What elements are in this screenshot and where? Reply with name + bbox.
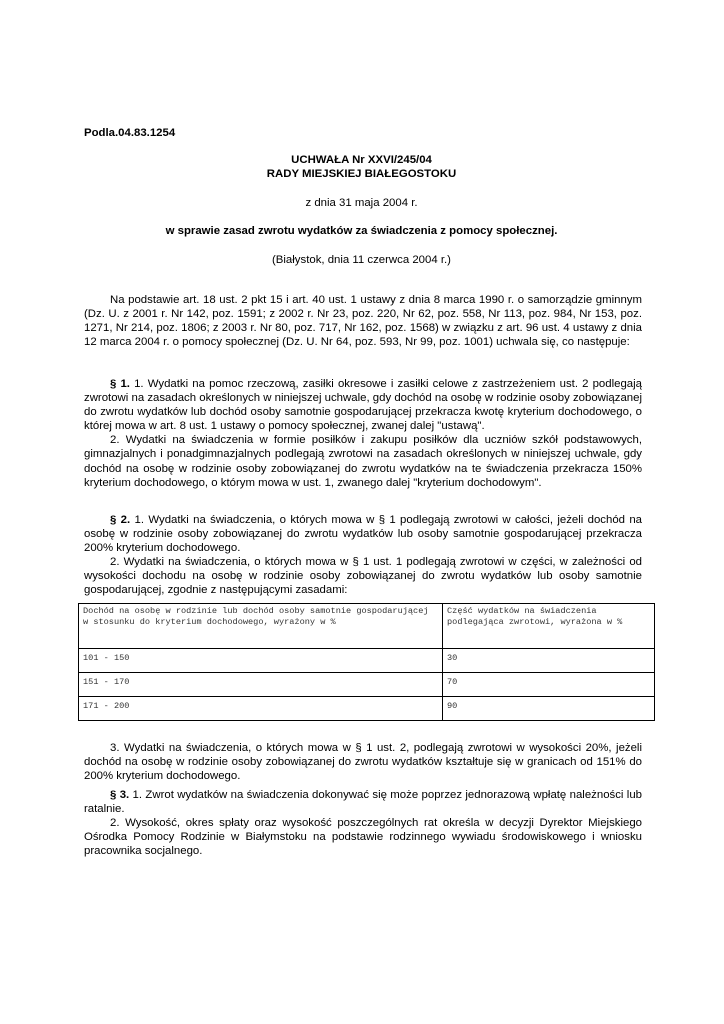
preamble-text: Na podstawie art. 18 ust. 2 pkt 15 i art. 40 ust. 1 ustawy z dnia 8 marca 1990 r. o samorządzie gminnym (Dz. U. z 2001 r. Nr 142, poz. 1591; z 2002 r. Nr 23, poz. 220, Nr 62, poz. 558, Nr 113, poz. 984, Nr 153, poz. 1271, Nr 214, poz. 1806; z 2003 r. Nr 80, poz. 717, Nr 162, poz. 1568) w związku z art. 96 ust. 4 ustawy z dnia 12 marca 2004 r. o pomocy społecznej (Dz. U. Nr 64, poz. 593, Nr 99, poz. 1001) uchwala się, co następuje:	[84, 294, 642, 349]
table-row	[79, 649, 655, 673]
section-2-para-1: 1. Wydatki na świadczenia, o których mowa w § 1 podlegają zwrotowi w całości, jeżeli dochód na osobę w rodzinie osoby zobowiązanej do zwrotu wydatków lub osoby samotnie gospodarującej przekracza 200% kryterium dochodowego.	[84, 514, 643, 555]
table-cell-income: 101 - 150	[79, 649, 443, 673]
section-3	[84, 788, 642, 858]
table-cell-refund: 30	[443, 649, 655, 673]
section-3-label: § 3.	[110, 789, 130, 801]
section-1-para-1: 1. Wydatki na pomoc rzeczową, zasiłki okresowe i zasiłki celowe z zastrzeżeniem ust. 2 podlegają zwrotowi na zasadach określonych w niniejszej uchwale, gdy dochód na osobę w rodzinie osoby zobowiązanej do zwrotu wydatków lub dochód osoby samotnie gospodarującej przekracza kwotę kryterium dochodowego, o której mowa w art. 8 ust. 1 ustawy o pomocy społecznej, zwanej dalej "ustawą".	[84, 378, 642, 433]
preamble	[84, 293, 642, 349]
resolution-date: z dnia 31 maja 2004 r.	[305, 197, 418, 209]
table-cell-income: 171 - 200	[79, 697, 443, 721]
table-header-refund: Część wydatków na świadczenia podlegająca zwrotowi, wyrażona w %	[443, 604, 655, 649]
refund-table	[78, 603, 655, 721]
document-id: Podla.04.83.1254	[84, 127, 176, 139]
section-1-label: § 1.	[110, 378, 130, 390]
table-header-income: Dochód na osobę w rodzinie lub dochód osoby samotnie gospodarującej w stosunku do kryterium dochodowego, wyrażony w %	[79, 604, 443, 649]
table-cell-income: 151 - 170	[79, 673, 443, 697]
section-1	[84, 377, 642, 490]
section-1-para-2: 2. Wydatki na świadczenia w formie posiłków i zakupu posiłków dla uczniów szkół podstawowych, gimnazjalnych i ponadgimnazjalnych podlegają zwrotowi na zasadach określonych w niniejszej uchwale, gdy dochód na osobę w rodzinie osoby zobowiązanej do zwrotu wydatków na te świadczenia przekracza 150% kryterium dochodowego, o którym mowa w ust. 1, zwanego dalej "kryterium dochodowym".	[84, 434, 642, 489]
section-3-para-1: 1. Zwrot wydatków na świadczenia dokonywać się może poprzez jednorazową wpłatę należności lub ratalnie.	[84, 789, 643, 816]
table-cell-refund: 90	[443, 697, 655, 721]
section-2-para-3: 3. Wydatki na świadczenia, o których mowa w § 1 ust. 2, podlegają zwrotowi w wysokości 20%, jeżeli dochód na osobę w rodzinie osoby zobowiązanej do zwrotu wydatków kształtuje się w granicach od 151% do 200% kryterium dochodowego.	[84, 742, 642, 783]
section-2-continued	[84, 741, 642, 783]
table-header-row	[79, 604, 655, 649]
section-2	[84, 513, 642, 598]
resolution-title: UCHWAŁA Nr XXVI/245/04	[291, 154, 432, 166]
section-2-para-2: 2. Wydatki na świadczenia, o których mowa w § 1 ust. 1 podlegają zwrotowi w części, w zależności od wysokości dochodu na osobę w rodzinie osoby zobowiązanej do zwrotu wydatków lub osoby samotnie gospodarującej, zgodnie z następującymi zasadami:	[84, 556, 642, 597]
table-row	[79, 673, 655, 697]
resolution-subject: w sprawie zasad zwrotu wydatków za świadczenia z pomocy społecznej.	[165, 225, 558, 237]
table-row	[79, 697, 655, 721]
section-3-para-2: 2. Wysokość, okres spłaty oraz wysokość poszczególnych rat określa w decyzji Dyrektor Miejskiego Ośrodka Pomocy Rodzinie w Białymstoku na podstawie rodzinnego wywiadu środowiskowego i wniosku pracownika socjalnego.	[84, 817, 642, 858]
section-2-label: § 2.	[110, 514, 131, 526]
table-cell-refund: 70	[443, 673, 655, 697]
council-name: RADY MIEJSKIEJ BIAŁEGOSTOKU	[266, 168, 457, 180]
publication-note: (Białystok, dnia 11 czerwca 2004 r.)	[272, 254, 451, 266]
